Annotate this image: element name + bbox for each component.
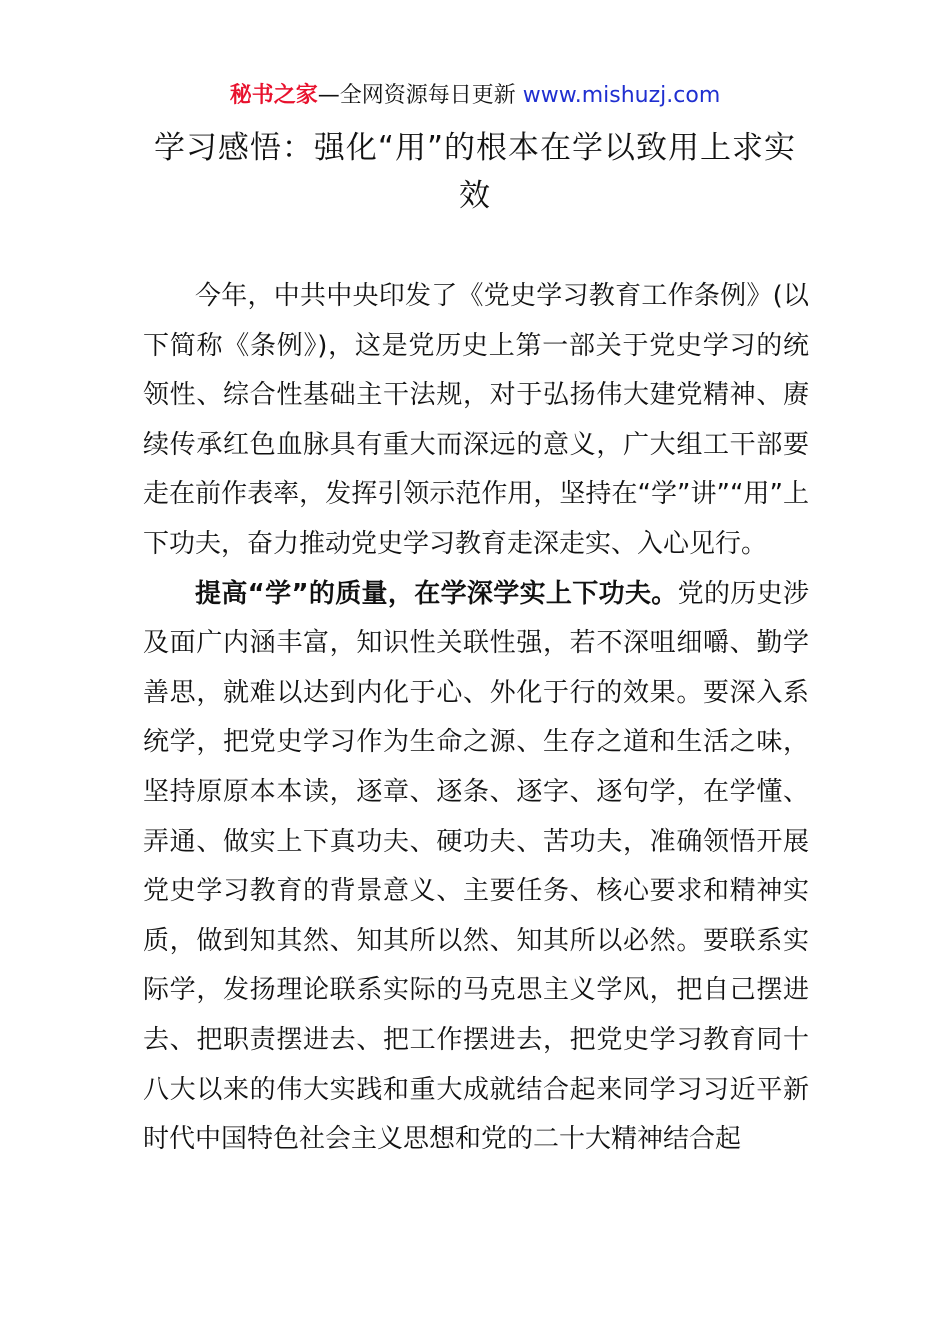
paragraph-2-text: 党的历史涉及面广内涵丰富，知识性关联性强，若不深咀细嚼、勤学善思，就难以达到内化于心、外化于行的效果。要深入系统学，把党史学习作为生命之源、生存之道和生活之味，坚持原原本本读，逐章、逐条、逐字、逐句学，在学懂、弄通、做实上下真功夫、硬功夫、苦功夫，准确领悟开展党史学习教育的背景意义、主要任务、核心要求和精神实质，做到知其然、知其所以然、知其所以必然。要联系实际学，发扬理论联系实际的马克思主义学风，把自己摆进去、把职责摆进去、把工作摆进去，把党史学习教育同十八大以来的伟大实践和重大成就结合起来同学习习近平新时代中国特色社会主义思想和党的二十大精神结合起 [143, 578, 809, 1155]
document-title: 学习感悟：强化“用”的根本在学以致用上求实效 [153, 130, 797, 214]
paragraph-1-text: 今年，中共中央印发了《党史学习教育工作条例》(以下简称《条例》)，这是党历史上第一部关于党史学习的统领性、综合性基础主干法规，对于弘扬伟大建党精神、赓续传承红色血脉具有重大而深远的意义，广大组工干部要走在前作表率，发挥引领示范作用，坚持在“学”讲”“用”上下功夫，奋力推动党史学习教育走深走实、入心见行。 [143, 281, 809, 559]
paragraph-2 [143, 570, 809, 1165]
watermark-tagline: —全网资源每日更新 [317, 83, 523, 108]
watermark-brand: 秘书之家 [229, 83, 318, 108]
watermark-url[interactable]: www.mishuzj.com [522, 83, 721, 108]
document-body [143, 272, 809, 1165]
site-watermark [0, 80, 950, 112]
paragraph-2-lead: 提高“学”的质量，在学深学实上下功夫。 [195, 578, 678, 609]
paragraph-1 [143, 272, 809, 570]
